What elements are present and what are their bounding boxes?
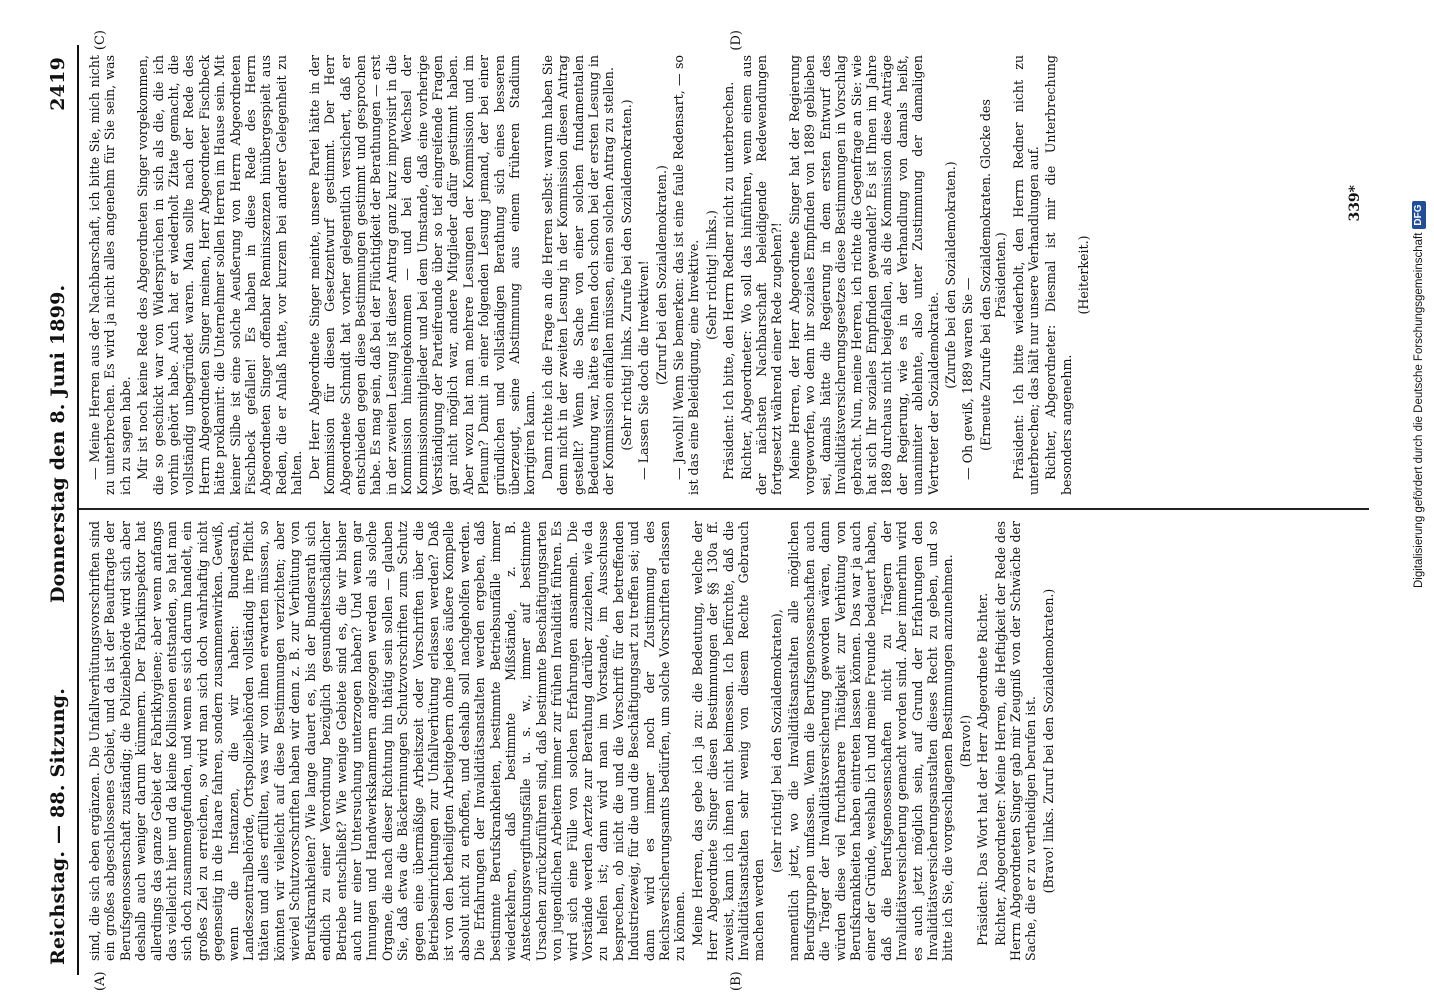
right-column [87,55,1372,495]
page-number: 2419 [47,57,69,111]
interjection: (Sehr richtig! links.) [703,210,719,340]
margin-marker-c: (C) [93,30,108,51]
interjection: (Sehr richtig! links. Zurufe bei den Sozialdemokraten.) [618,99,634,451]
interjection: (Zuruf bei den Sozialdemokraten.) [653,165,669,385]
header-date: Donnerstag den 8. Juni 1899. [47,284,69,603]
paragraph: — Jawohl! Wenn Sie bemerken: das ist eine faule Redensart, — so ist das eine Beleidigung, eine Invektive. [671,55,702,495]
interjection: (sehr richtig! bei den Sozialdemokraten), [768,609,784,873]
paragraph: Meine Herren, das gebe ich ja zu: die Bedeutung, welche der Herr Abgeordnete Singer diesen Bestimmungen der §§ 130a ff. zuweist, kann ich ihnen nicht beimessen. Ich befürchte, daß die Invaliditätsanstalten sehr wenig von diesem Rechte Gebrauch machen werden [689,521,767,961]
speaker-paragraph: Richter, Abgeordneter: Wo soll das hinführen, wenn einem aus der nächsten Nachbarschaft beleidigende Redewendungen fortgesetzt während einer Rede zugehen?! [738,55,785,495]
interjection: (Zurufe bei den Sozialdemokraten.) [942,161,958,389]
paragraph: sind, die sich eben ergänzen. Die Unfallverhütungsvorschriften sind ein großes abgeschlossenes Gebiet, und da ist der Beauftragte der Berufsgenossenschaft zuständig; die Polizeibehörde wird sich aber deshalb auch weniger darum kümmern. Der Fabrikinspektor hat allerdings das ganze Gebiet der Fabrikhygiene; aber wenn anfangs das vielleicht hier und da kleine Kollisionen entstanden, so hat man sich doch zusammengefunden, und wenn es sich darum handelt, ein großes Ziel zu erreichen, so wird man sich doch wahrhaftig nicht gegenseitig in die Haare fahren, sondern zusammenwirken. Gewiß, wenn die Instanzen, die wir haben: Bundesrath, Landeszentralbehörde, Ortspolizeibehörden vollständig ihre Pflicht thäten und alles erfüllten, was wir von ihnen erwarten müssen, so könnten wir vielleicht auf diese Bestimmungen verzichten; aber wieviel Schutzvorschriften haben wir denn z. B. zur Verhütung von Berufskrankheiten? Wie lange dauert es, bis der Bundesrath sich endlich zu einer Verordnung bezüglich gesundheitsschädlicher Betriebe entschließt? Wie wenige Gebiete sind es, die wir bisher auch nur einer Untersuchung unterzogen haben? Und wenn gar Innungen und Handwerkskammern angezogen werden als solche Organe, die nach dieser Richtung hin thätig sein sollen — glauben Sie, daß etwa die Bäckerinnungen Schutzvorschriften zum Schutz gegen eine übermäßige Arbeitszeit oder Vorschriften über die Betriebseinrichtungen zur Unfallverhütung erlassen werden? Daß ist von den betheiligten Arbeitgebern ohne jedes äußere Kompelle absolut nicht zu erhoffen, und deshalb soll nachgeholfen werden. Die Erfahrungen der Invaliditätsanstalten werden ergeben, daß bestimmte Berufskrankheiten, bestimmte Betriebsunfälle immer wiederkehren, daß bestimmte Mißstände, z. B. Ansteckungsvergiftungsfälle u. s. w., immer auf bestimmte Ursachen zurückzuführen sind, daß bestimmte Beschäftigungsarten von jugendlichen Arbeitern immer zur frühen Invalidität führen. Es wird sich eine Fülle von solchen Erfahrungen ansammeln. Die Vorstände werden Aerzte zur Berathung darüber zuziehen, wie da zu helfen ist; dann wird man im Vorstande, im Ausschusse besprechen, ob nicht die und die Vorschrift für den betreffenden Industriezweig, für die und die Beschäftigungsart zu treffen sei; und dann wird es immer noch der Zustimmung des Reichsversicherungsamts bedürfen, um solche Vorschriften erlassen zu können. [87,521,688,961]
digitization-strip [1408,0,1430,1000]
margin-marker-b: (B) [729,971,744,991]
interjection: (Heiterkeit.) [1076,235,1092,315]
digitization-note: Digitalisierung gefördert durch die Deutsche Forschungsgemeinschaft [1413,232,1425,588]
header-left: Reichstag. — 88. Sitzung. [47,687,69,965]
page-signature: 339* [1347,185,1363,222]
speaker-paragraph: Richter, Abgeordneter: Diesmal ist mir die Unterbrechung besonders angenehm. [1043,55,1074,495]
paragraph: Der Herr Abgeordnete Singer meinte, unsere Partei hätte in der Kommission für diesen Gesetzentwurf gestimmt. Der Herr Abgeordnete Schmidt hat vorher gelegentlich versichert, daß er entschieden gegen diese Bestimmungen gestimmt und gesprochen habe. Es mag sein, daß bei der Flüchtigkeit der Berathungen — erst in der zweiten Lesung ist dieser Antrag ganz kurz improvisirt in die Kommission hineingekommen — und bei dem Wechsel der Kommissionsmitglieder und bei dem Umstande, daß eine vorherige Verständigung der Parteifreunde über so tief eingreifende Fragen gar nicht möglich war, andere Mitglieder dafür gestimmt haben. Aber wozu hat man mehrere Lesungen der Kommission und im Plenum? Damit in einer folgenden Lesung jemand, der bei einer gründlichen und vollständigen Berathung sich eines besseren überzeugt, seine Abstimmung aus einem früheren Stadium korrigiren kann. [306,55,538,495]
speaker-paragraph: Präsident: Ich bitte, den Herrn Redner nicht zu unterbrechen. [721,81,737,480]
interjection: (Bravo! links. Zuruf bei den Sozialdemokraten.) [1040,588,1056,894]
paragraph: Meine Herren, der Herr Abgeordnete Singer hat der Regierung vorgeworfen, wo denn ihr soziales Empfinden von 1889 geblieben sei, damals hätte die Regierung in dem ersten Entwurf des Invaliditätsversicherungsgesetzes diese Bestimmungen in Vorschlag gebracht. Nun, meine Herren, ich richte die Gegenfrage an Sie: wie hat sich Ihr soziales Empfinden gewandelt? Es ist Ihnen im Jahre 1889 durchaus nicht beigefallen, als die Kommission diese Anträge der Regierung, wie es in der Verhandlung von damals heißt, unanimiter ablehnte, also unter Zustimmung der damaligen Vertreter der Sozialdemokratie. [786,55,941,495]
page-header [47,45,75,975]
interjection: (Erneute Zurufe bei den Sozialdemokraten. Glocke des Präsidenten.) [977,99,1009,451]
paragraph: namentlich jetzt, wo die Invaliditätsanstalten alle möglichen Berufsgruppen umfassen. Wenn die Berufsgenossenschaften auch die Träger der Invaliditätsversicherung geworden wären, dann würden diese viel fruchtbarere Thätigkeit zur Verhütung von Berufskrankheiten haben eintreten lassen können. Das war ja auch einer der Gründe, weshalb ich und meine Freunde bedauert haben, daß die Berufsgenossenschaften nicht zu Trägern der Invaliditätsversicherung gemacht worden sind. Aber immerhin wird es auch jetzt möglich sein, auf Grund der Erfahrungen den Invaliditätsversicherungsanstalten dieses Recht zu geben, und so bitte ich Sie, die vorgeschlagenen Bestimmungen anzunehmen. [786,521,956,961]
interjection: (Bravo!) [957,714,973,768]
paragraph: Dann richte ich die Frage an die Herren selbst: warum haben Sie denn nicht in der zweiten Lesung in der Kommission diesen Antrag gestellt? Wenn die Sache von einer solchen fundamentalen Bedeutung war, hätte es Ihnen doch schon bei der ersten Lesung in der Kommission einfallen müssen, einen solchen Antrag zu stellen. [539,55,617,495]
header-rule [77,45,79,975]
margin-marker-d: (D) [729,30,744,51]
rotated-print-area [35,30,1380,991]
left-column [87,521,1372,961]
paragraph: — Oh gewiß, 1889 waren Sie — [960,277,976,480]
paragraph: — Meine Herren aus der Nachbarschaft, ich bitte Sie, mich nicht zu unterbrechen. Es wird ja nicht alles angenehm für Sie sein, was ich zu sagen habe. [87,55,133,495]
dfg-logo: DFG [1412,201,1426,228]
paragraph: — Lassen Sie doch die Invektiven! [636,260,652,480]
margin-marker-a: (A) [93,971,108,991]
speaker-paragraph: Präsident: Ich bitte wiederholt, den Herrn Redner nicht zu unterbrechen; das hält nur unsere Verhandlungen auf. [1010,55,1041,495]
speaker-paragraph: Richter, Abgeordneter: Meine Herren, die Heftigkeit der Rede des Herrn Abgeordneten Singer gab mir Zeugniß von der Schwäche der Sache, die er zu vertheidigen berufen ist. [992,521,1039,961]
paragraph: Mir ist noch keine Rede des Abgeordneten Singer vorgekommen, die so geschickt war von Widersprüchen in sich als die, die ich vorhin gehört habe. Auch hat er wiederholt Zitate gemacht, die vollständig unbegründet waren. Man sollte nach der Rede des Herrn Abgeordneten Singer meinen, Herr Abgeordneter Fischbeck hätte proklamirt: die Unternehmer sollen Herren im Hause sein. Mit keiner Silbe ist eine solche Aeußerung von Herrn Abgeordneten Fischbeck gefallen! Es haben in diese Rede des Herrn Abgeordneten Singer offenbar Reminiszenzen hinübergespielt aus Reden, die er Anlaß hatte, vor kurzem bei anderer Gelegenheit zu halten. [135,55,305,495]
column-divider [79,509,1369,511]
speaker-paragraph: Präsident: Das Wort hat der Herr Abgeordnete Richter. [975,592,991,946]
